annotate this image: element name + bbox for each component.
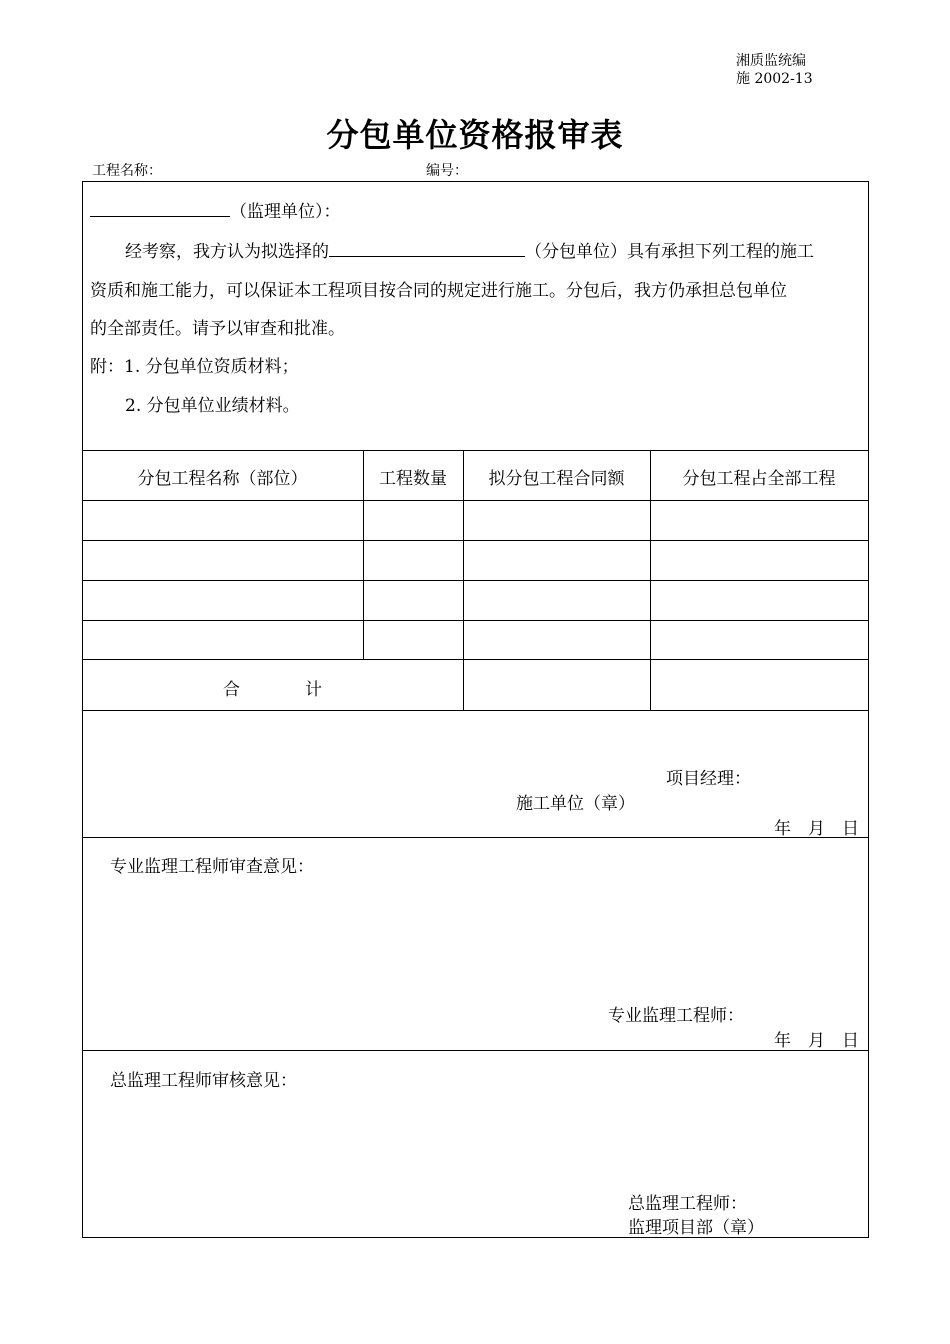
body-prefix: 经考察，我方认为拟选择的 [125, 242, 329, 262]
contractor-unit-label: 施工单位（章） [516, 794, 635, 814]
specialist-date: 年 月 日 [774, 1031, 859, 1051]
supervision-unit-blank[interactable] [90, 216, 230, 217]
total-label-1: 合 [223, 680, 240, 700]
header-subcontract-name: 分包工程名称（部位） [137, 469, 308, 489]
header-percentage: 分包工程占全部工程 [682, 469, 836, 489]
attachment-2: 2. 分包单位业绩材料。 [125, 396, 300, 416]
addressee-suffix: （监理单位）： [230, 202, 341, 222]
total-label-2: 计 [305, 680, 322, 700]
header-contract-amount: 拟分包工程合同额 [488, 469, 625, 489]
project-manager-label: 项目经理： [666, 769, 751, 789]
attachment-1: 附：1. 分包单位资质材料； [90, 357, 299, 377]
specialist-opinion-label: 专业监理工程师审查意见： [110, 857, 314, 877]
body-line2: 资质和施工能力，可以保证本工程项目按合同的规定进行施工。分包后，我方仍承担总包单位 [90, 281, 787, 301]
page-title: 分包单位资格报审表 [326, 116, 624, 154]
contractor-date: 年 月 日 [774, 819, 859, 839]
chief-opinion-label: 总监理工程师审核意见： [110, 1071, 297, 1091]
doc-code-line2: 施 2002-13 [736, 71, 813, 87]
subcontractor-blank[interactable] [329, 256, 525, 257]
serial-no-label: 编号： [426, 163, 468, 179]
header-quantity: 工程数量 [379, 469, 447, 489]
chief-sign-label: 总监理工程师： [628, 1194, 747, 1214]
project-name-label: 工程名称： [92, 163, 162, 179]
specialist-sign-label: 专业监理工程师： [608, 1006, 744, 1026]
body-line3: 的全部责任。请予以审查和批准。 [90, 319, 345, 339]
supervision-dept-label: 监理项目部（章） [628, 1218, 764, 1238]
doc-code-line1: 湘质监统编 [736, 53, 806, 69]
addressee-line [90, 197, 341, 222]
body-after-blank: （分包单位）具有承担下列工程的施工 [525, 242, 814, 262]
body-line1 [125, 237, 814, 262]
